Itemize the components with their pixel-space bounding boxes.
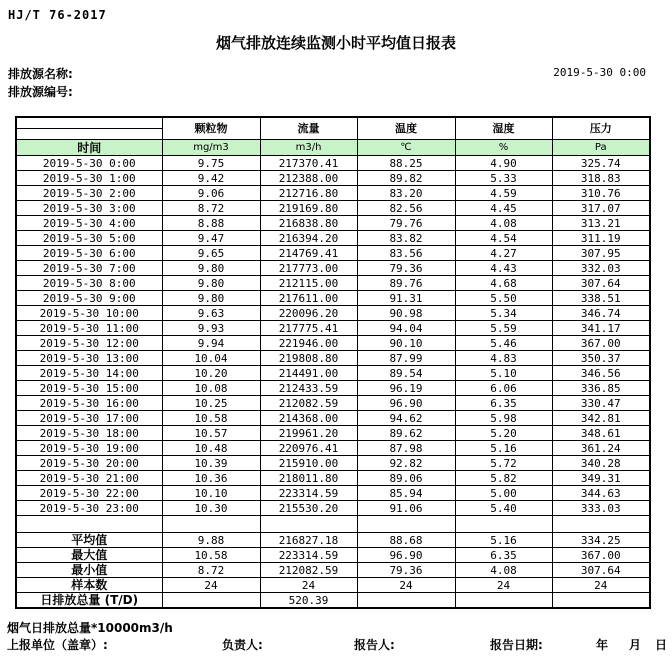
table-row — [16, 291, 650, 306]
time-cell: 2019-5-30 1:00 — [16, 171, 162, 186]
value-cell: 342.81 — [552, 411, 650, 426]
value-cell: 221946.00 — [260, 336, 357, 351]
value-cell: 223314.59 — [260, 548, 357, 563]
value-cell: 8.88 — [162, 216, 260, 231]
value-cell: 313.21 — [552, 216, 650, 231]
standard-number: HJ/T 76-2017 — [8, 8, 107, 22]
value-cell: 83.82 — [357, 231, 455, 246]
value-cell: 346.74 — [552, 306, 650, 321]
value-cell: 9.75 — [162, 156, 260, 171]
time-cell: 2019-5-30 23:00 — [16, 501, 162, 516]
value-cell: 6.06 — [455, 381, 552, 396]
unit-temperature: ℃ — [357, 140, 455, 156]
time-cell: 2019-5-30 9:00 — [16, 291, 162, 306]
value-cell: 219808.80 — [260, 351, 357, 366]
reporter-label: 报告人: — [354, 638, 395, 652]
table-row — [16, 261, 650, 276]
time-cell: 2019-5-30 4:00 — [16, 216, 162, 231]
value-cell: 349.31 — [552, 471, 650, 486]
table-row — [16, 456, 650, 471]
value-cell: 87.98 — [357, 441, 455, 456]
time-cell: 2019-5-30 17:00 — [16, 411, 162, 426]
value-cell: 220976.41 — [260, 441, 357, 456]
value-cell: 79.36 — [357, 261, 455, 276]
table-row — [16, 306, 650, 321]
month-label: 月 — [629, 638, 642, 652]
value-cell: 212388.00 — [260, 171, 357, 186]
table-row — [16, 156, 650, 171]
table-row — [16, 336, 650, 351]
value-cell: 220096.20 — [260, 306, 357, 321]
value-cell: 5.33 — [455, 171, 552, 186]
value-cell: 24 — [162, 578, 260, 593]
report-unit-label: 上报单位（盖章）: — [7, 638, 108, 652]
value-cell: 361.24 — [552, 441, 650, 456]
value-cell: 9.80 — [162, 276, 260, 291]
value-cell: 10.57 — [162, 426, 260, 441]
value-cell: 4.59 — [455, 186, 552, 201]
value-cell: 10.58 — [162, 411, 260, 426]
value-cell: 9.88 — [162, 533, 260, 548]
corner-cell-bottom — [16, 129, 162, 140]
time-cell: 2019-5-30 15:00 — [16, 381, 162, 396]
value-cell: 212082.59 — [260, 563, 357, 578]
time-cell: 2019-5-30 19:00 — [16, 441, 162, 456]
value-cell: 10.08 — [162, 381, 260, 396]
value-cell: 9.93 — [162, 321, 260, 336]
time-cell: 2019-5-30 7:00 — [16, 261, 162, 276]
value-cell: 4.68 — [455, 276, 552, 291]
value-cell: 87.99 — [357, 351, 455, 366]
value-cell: 5.16 — [455, 533, 552, 548]
column-header-flow: 流量 — [260, 117, 357, 140]
time-cell: 2019-5-30 3:00 — [16, 201, 162, 216]
value-cell: 307.95 — [552, 246, 650, 261]
report-datetime: 2019-5-30 0:00 — [553, 66, 646, 79]
value-cell: 216827.18 — [260, 533, 357, 548]
value-cell: 5.40 — [455, 501, 552, 516]
value-cell: 212115.00 — [260, 276, 357, 291]
value-cell: 96.90 — [357, 396, 455, 411]
report-date-label: 报告日期: — [490, 638, 543, 652]
value-cell: 336.85 — [552, 381, 650, 396]
table-row — [16, 216, 650, 231]
value-cell: 91.06 — [357, 501, 455, 516]
value-cell: 341.17 — [552, 321, 650, 336]
value-cell: 5.10 — [455, 366, 552, 381]
summary-row — [16, 548, 650, 563]
value-cell: 90.98 — [357, 306, 455, 321]
time-cell: 2019-5-30 16:00 — [16, 396, 162, 411]
value-cell: 4.08 — [455, 563, 552, 578]
value-cell: 83.56 — [357, 246, 455, 261]
value-cell: 5.72 — [455, 456, 552, 471]
value-cell: 24 — [357, 578, 455, 593]
value-cell: 9.06 — [162, 186, 260, 201]
value-cell: 5.00 — [455, 486, 552, 501]
value-cell: 10.10 — [162, 486, 260, 501]
value-cell: 24 — [552, 578, 650, 593]
value-cell: 214769.41 — [260, 246, 357, 261]
value-cell: 89.82 — [357, 171, 455, 186]
value-cell: 10.04 — [162, 351, 260, 366]
value-cell: 10.36 — [162, 471, 260, 486]
value-cell: 310.76 — [552, 186, 650, 201]
total-emission-note: 烟气日排放总量*10000m3/h — [7, 621, 173, 635]
value-cell: 217611.00 — [260, 291, 357, 306]
unit-particulate: mg/m3 — [162, 140, 260, 156]
value-cell: 223314.59 — [260, 486, 357, 501]
value-cell: 334.25 — [552, 533, 650, 548]
table-row — [16, 321, 650, 336]
summary-row — [16, 578, 650, 593]
value-cell: 212082.59 — [260, 396, 357, 411]
table-row — [16, 396, 650, 411]
table-row — [16, 246, 650, 261]
value-cell: 4.08 — [455, 216, 552, 231]
value-cell: 212716.80 — [260, 186, 357, 201]
value-cell — [357, 516, 455, 533]
value-cell: 338.51 — [552, 291, 650, 306]
row-label-cell — [16, 516, 162, 533]
time-cell: 2019-5-30 0:00 — [16, 156, 162, 171]
value-cell: 91.31 — [357, 291, 455, 306]
table-row — [16, 366, 650, 381]
value-cell: 216394.20 — [260, 231, 357, 246]
time-cell: 2019-5-30 13:00 — [16, 351, 162, 366]
summary-row — [16, 563, 650, 578]
value-cell: 24 — [260, 578, 357, 593]
table-row — [16, 171, 650, 186]
time-cell: 2019-5-30 5:00 — [16, 231, 162, 246]
value-cell: 217773.00 — [260, 261, 357, 276]
value-cell: 94.62 — [357, 411, 455, 426]
value-cell: 89.76 — [357, 276, 455, 291]
value-cell: 9.94 — [162, 336, 260, 351]
value-cell: 9.65 — [162, 246, 260, 261]
spacer-row — [16, 516, 650, 533]
value-cell: 5.59 — [455, 321, 552, 336]
value-cell: 5.16 — [455, 441, 552, 456]
row-label-cell: 日排放总量 (T/D) — [16, 593, 162, 609]
value-cell: 79.36 — [357, 563, 455, 578]
value-cell: 94.04 — [357, 321, 455, 336]
value-cell: 9.80 — [162, 261, 260, 276]
value-cell: 367.00 — [552, 548, 650, 563]
time-cell: 2019-5-30 6:00 — [16, 246, 162, 261]
value-cell — [260, 516, 357, 533]
value-cell: 10.20 — [162, 366, 260, 381]
table-row — [16, 486, 650, 501]
value-cell: 8.72 — [162, 563, 260, 578]
units-row — [16, 140, 650, 156]
value-cell: 5.46 — [455, 336, 552, 351]
signature-row — [0, 636, 672, 654]
value-cell: 5.50 — [455, 291, 552, 306]
value-cell: 10.25 — [162, 396, 260, 411]
column-header-pressure: 压力 — [552, 117, 650, 140]
header-row-top — [16, 117, 650, 129]
value-cell — [552, 516, 650, 533]
row-label-cell: 最大值 — [16, 548, 162, 563]
monitoring-table — [15, 116, 651, 609]
value-cell: 218011.80 — [260, 471, 357, 486]
table-body — [16, 156, 650, 609]
value-cell — [455, 516, 552, 533]
value-cell: 367.00 — [552, 336, 650, 351]
time-cell: 2019-5-30 22:00 — [16, 486, 162, 501]
time-cell: 2019-5-30 11:00 — [16, 321, 162, 336]
value-cell — [552, 593, 650, 609]
value-cell: 9.63 — [162, 306, 260, 321]
table-row — [16, 231, 650, 246]
row-label-cell: 最小值 — [16, 563, 162, 578]
value-cell: 89.62 — [357, 426, 455, 441]
report-meta — [8, 65, 664, 101]
value-cell: 5.82 — [455, 471, 552, 486]
value-cell: 346.56 — [552, 366, 650, 381]
value-cell: 520.39 — [260, 593, 357, 609]
time-cell: 2019-5-30 18:00 — [16, 426, 162, 441]
value-cell: 350.37 — [552, 351, 650, 366]
value-cell: 5.34 — [455, 306, 552, 321]
value-cell: 325.74 — [552, 156, 650, 171]
summary-row — [16, 533, 650, 548]
report-title: 烟气排放连续监测小时平均值日报表 — [215, 34, 456, 52]
table-row — [16, 441, 650, 456]
table-row — [16, 186, 650, 201]
row-label-cell: 平均值 — [16, 533, 162, 548]
year-label: 年 — [596, 638, 609, 652]
value-cell: 348.61 — [552, 426, 650, 441]
value-cell: 79.76 — [357, 216, 455, 231]
time-cell: 2019-5-30 21:00 — [16, 471, 162, 486]
value-cell: 340.28 — [552, 456, 650, 471]
value-cell: 83.20 — [357, 186, 455, 201]
value-cell: 217370.41 — [260, 156, 357, 171]
time-cell: 2019-5-30 2:00 — [16, 186, 162, 201]
value-cell: 24 — [455, 578, 552, 593]
summary-row — [16, 593, 650, 609]
value-cell: 212433.59 — [260, 381, 357, 396]
value-cell: 219961.20 — [260, 426, 357, 441]
value-cell: 217775.41 — [260, 321, 357, 336]
value-cell: 4.90 — [455, 156, 552, 171]
value-cell: 89.54 — [357, 366, 455, 381]
value-cell: 9.42 — [162, 171, 260, 186]
value-cell: 10.39 — [162, 456, 260, 471]
source-code-label: 排放源编号: — [8, 85, 73, 99]
corner-cell-top — [16, 117, 162, 129]
value-cell: 332.03 — [552, 261, 650, 276]
value-cell: 89.06 — [357, 471, 455, 486]
value-cell: 214368.00 — [260, 411, 357, 426]
column-header-particulate: 颗粒物 — [162, 117, 260, 140]
table-row — [16, 201, 650, 216]
value-cell: 8.72 — [162, 201, 260, 216]
time-cell: 2019-5-30 14:00 — [16, 366, 162, 381]
value-cell: 215910.00 — [260, 456, 357, 471]
value-cell: 96.90 — [357, 548, 455, 563]
value-cell: 9.80 — [162, 291, 260, 306]
value-cell: 4.54 — [455, 231, 552, 246]
value-cell: 330.47 — [552, 396, 650, 411]
value-cell: 4.43 — [455, 261, 552, 276]
value-cell: 6.35 — [455, 548, 552, 563]
table-head-body — [16, 117, 650, 156]
unit-flow: m3/h — [260, 140, 357, 156]
time-column-header: 时间 — [16, 140, 162, 156]
value-cell: 214491.00 — [260, 366, 357, 381]
value-cell: 88.68 — [357, 533, 455, 548]
value-cell: 10.30 — [162, 501, 260, 516]
value-cell: 344.63 — [552, 486, 650, 501]
time-cell: 2019-5-30 12:00 — [16, 336, 162, 351]
value-cell: 333.03 — [552, 501, 650, 516]
value-cell: 4.27 — [455, 246, 552, 261]
responsible-person-label: 负责人: — [222, 638, 263, 652]
table-row — [16, 276, 650, 291]
value-cell: 307.64 — [552, 276, 650, 291]
time-cell: 2019-5-30 8:00 — [16, 276, 162, 291]
table-row — [16, 501, 650, 516]
value-cell: 5.20 — [455, 426, 552, 441]
value-cell: 92.82 — [357, 456, 455, 471]
value-cell: 85.94 — [357, 486, 455, 501]
value-cell: 216838.80 — [260, 216, 357, 231]
time-cell: 2019-5-30 20:00 — [16, 456, 162, 471]
value-cell: 82.56 — [357, 201, 455, 216]
value-cell: 88.25 — [357, 156, 455, 171]
value-cell: 317.07 — [552, 201, 650, 216]
value-cell: 5.98 — [455, 411, 552, 426]
value-cell: 9.47 — [162, 231, 260, 246]
table-row — [16, 426, 650, 441]
value-cell: 4.83 — [455, 351, 552, 366]
table-row — [16, 411, 650, 426]
table-row — [16, 351, 650, 366]
value-cell: 318.83 — [552, 171, 650, 186]
value-cell: 4.45 — [455, 201, 552, 216]
value-cell: 219169.80 — [260, 201, 357, 216]
time-cell: 2019-5-30 10:00 — [16, 306, 162, 321]
value-cell: 96.19 — [357, 381, 455, 396]
row-label-cell: 样本数 — [16, 578, 162, 593]
value-cell — [455, 593, 552, 609]
column-header-humidity: 湿度 — [455, 117, 552, 140]
unit-humidity: % — [455, 140, 552, 156]
value-cell: 90.10 — [357, 336, 455, 351]
source-name-label: 排放源名称: — [8, 67, 73, 81]
value-cell: 215530.20 — [260, 501, 357, 516]
value-cell: 10.58 — [162, 548, 260, 563]
value-cell: 6.35 — [455, 396, 552, 411]
value-cell — [162, 516, 260, 533]
table-row — [16, 471, 650, 486]
day-label: 日 — [655, 638, 668, 652]
value-cell — [162, 593, 260, 609]
unit-pressure: Pa — [552, 140, 650, 156]
value-cell: 311.19 — [552, 231, 650, 246]
value-cell: 307.64 — [552, 563, 650, 578]
value-cell: 10.48 — [162, 441, 260, 456]
table-row — [16, 381, 650, 396]
value-cell — [357, 593, 455, 609]
column-header-temperature: 温度 — [357, 117, 455, 140]
